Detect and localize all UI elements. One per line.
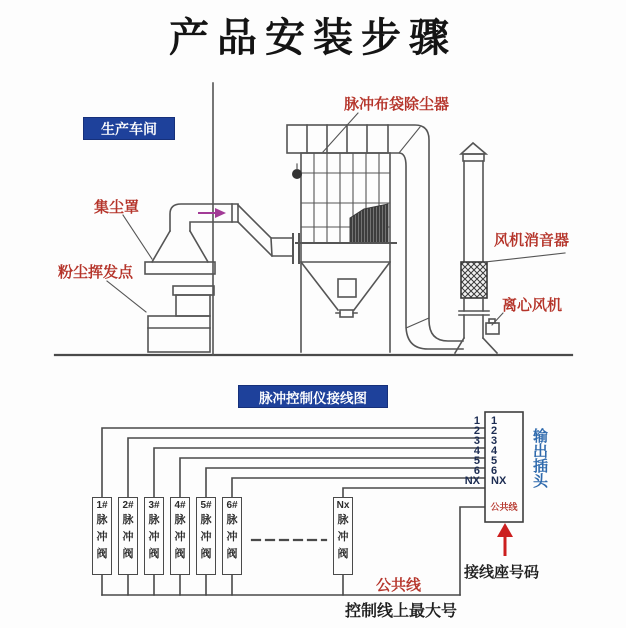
- control-line-max-label: 控制线上最大号: [345, 603, 458, 620]
- duct-run: [170, 204, 299, 263]
- valve-word: 脉冲阀: [174, 514, 186, 560]
- terminal-inner-2: 2: [491, 425, 498, 437]
- valve-number: 1#: [96, 500, 108, 511]
- pulse-valve-3: [144, 497, 164, 575]
- terminal-outer-nx: NX: [464, 475, 480, 487]
- valve-number: 5#: [200, 500, 212, 511]
- dust-collector: [287, 125, 390, 243]
- terminal-outer-1: 1: [473, 415, 480, 427]
- output-plug-label: 输出插头: [532, 428, 548, 490]
- terminal-outer-3: 3: [473, 435, 480, 447]
- pulse-valve-1: [92, 497, 112, 575]
- valve-number: Nx: [336, 500, 350, 511]
- dust-collector-label: 脉冲布袋除尘器: [344, 96, 450, 113]
- fan-silencer-label: 风机消音器: [494, 232, 570, 249]
- pulse-valve-4: [170, 497, 190, 575]
- valve-word: 脉冲阀: [226, 514, 238, 560]
- pulse-valve-5: [196, 497, 216, 575]
- plug-common-label: 公共线: [490, 502, 518, 512]
- valve-word: 脉冲阀: [200, 514, 212, 560]
- terminal-inner-4: 4: [491, 445, 498, 457]
- valve-word: 脉冲阀: [96, 514, 108, 560]
- collector-hopper: [296, 243, 396, 352]
- terminal-inner-nx: NX: [491, 475, 507, 487]
- common-wire-label: 公共线: [376, 577, 422, 594]
- terminal-outer-4: 4: [473, 445, 480, 457]
- valve-word: 脉冲阀: [122, 514, 134, 560]
- centrifugal-fan-label: 离心风机: [502, 297, 563, 314]
- exhaust-stack: [459, 143, 489, 315]
- terminal-block-number-label: 接线座号码: [464, 564, 540, 581]
- terminal-inner-6: 6: [491, 465, 498, 477]
- terminal-inner-3: 3: [491, 435, 498, 447]
- valve-number: 4#: [174, 500, 186, 511]
- dust-hood: [145, 231, 215, 274]
- valve-word: 脉冲阀: [337, 514, 349, 560]
- dust-source-machine: [148, 286, 214, 352]
- valve-number: 3#: [148, 500, 160, 511]
- valve-number: 6#: [226, 500, 238, 511]
- workshop-section-label: 生产车间: [83, 117, 175, 140]
- valve-word: 脉冲阀: [148, 514, 160, 560]
- terminal-outer-5: 5: [473, 455, 480, 467]
- pulse-valve-6: [222, 497, 242, 575]
- valve-number: 2#: [122, 500, 134, 511]
- centrifugal-fan: [455, 315, 499, 353]
- dust-hood-label: 集尘罩: [94, 199, 140, 216]
- outlet-duct: [388, 125, 463, 349]
- terminal-pointer-arrow: [497, 523, 513, 556]
- terminal-inner-5: 5: [491, 455, 498, 467]
- valve-control-lines: [102, 428, 485, 497]
- leader-lines: [107, 113, 565, 325]
- pulse-valve-nx: [333, 497, 353, 575]
- flow-arrow: [198, 208, 226, 218]
- wiring-section-label: 脉冲控制仪接线图: [238, 385, 388, 408]
- page-title: 产品安装步骤: [169, 16, 457, 60]
- dust-source-label: 粉尘挥发点: [58, 264, 134, 281]
- terminal-outer-2: 2: [473, 425, 480, 437]
- terminal-inner-1: 1: [491, 415, 498, 427]
- pulse-valve-2: [118, 497, 138, 575]
- terminal-outer-6: 6: [473, 465, 480, 477]
